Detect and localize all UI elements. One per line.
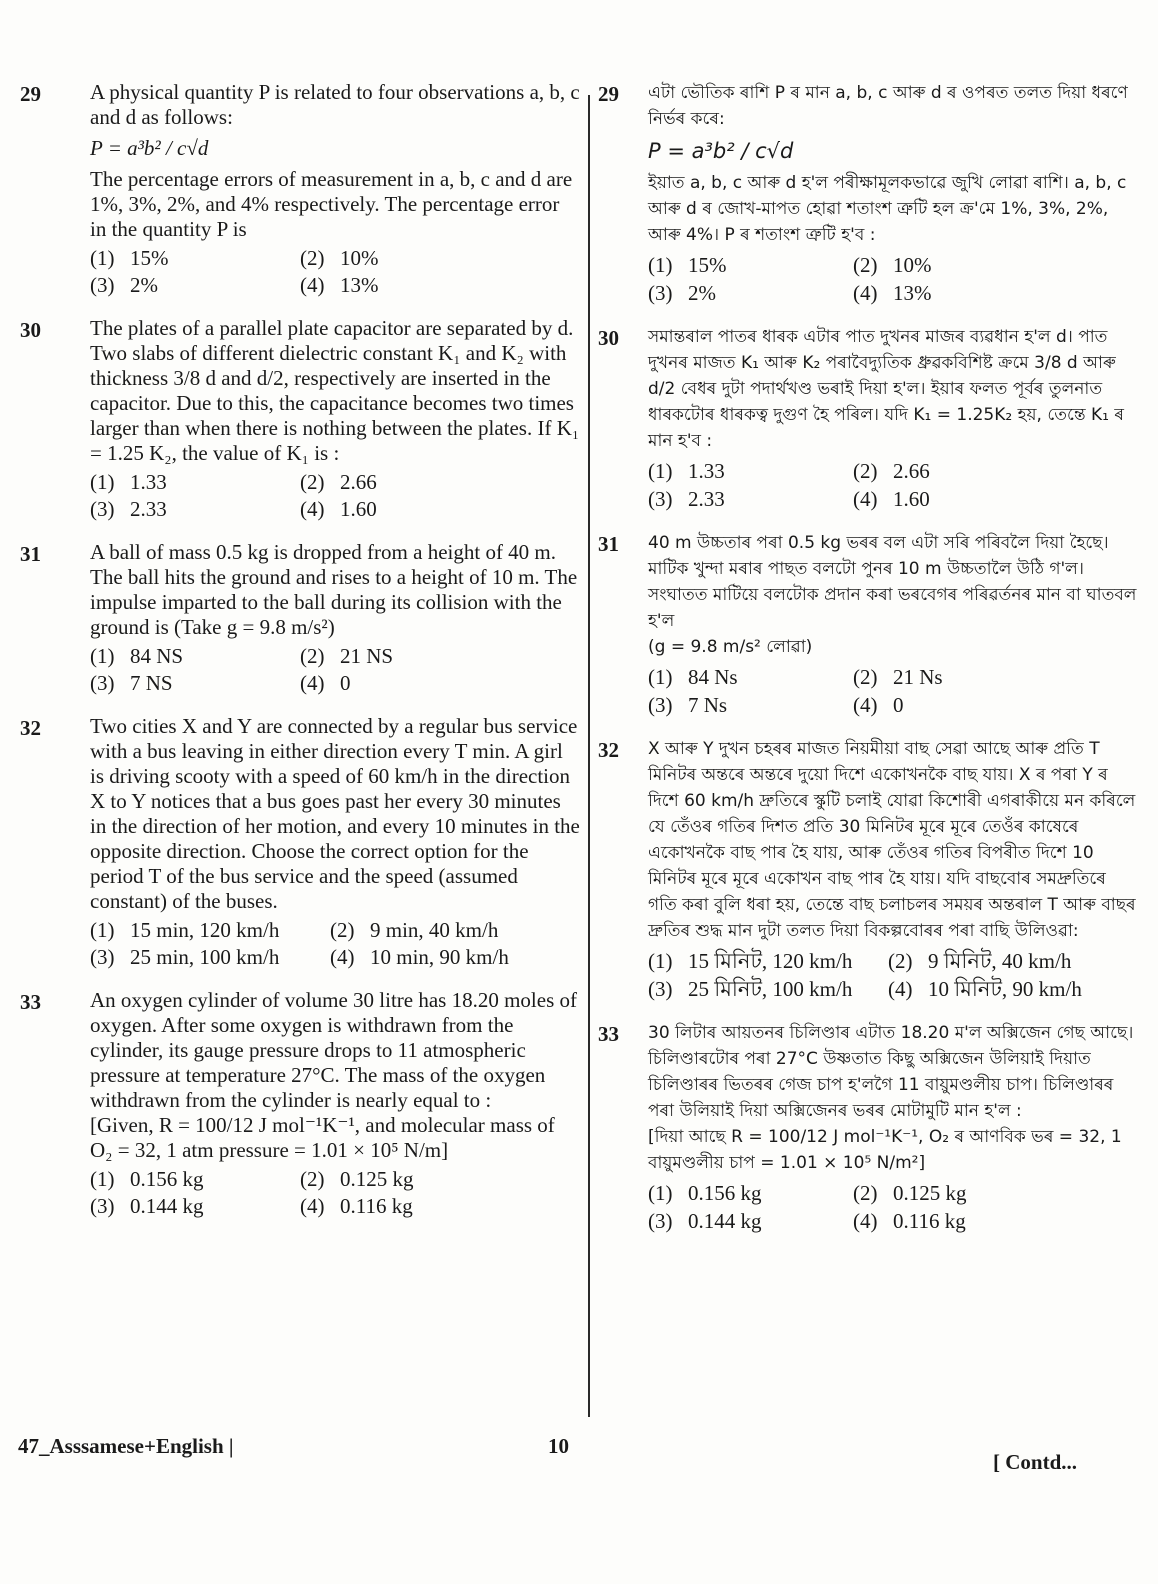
option-text: 0.144 kg: [688, 1209, 762, 1233]
question-30: [20, 316, 580, 522]
option-text: 1.60: [893, 487, 930, 511]
page-number: 10: [548, 1434, 569, 1458]
options: [90, 470, 580, 522]
option-number: (2): [330, 918, 355, 942]
option-text: 84 NS: [130, 644, 184, 668]
formula: P = a³b² / c√d: [648, 139, 794, 163]
option-number: (3): [648, 281, 673, 305]
option-number: (1): [648, 949, 673, 973]
option-3: [648, 1208, 853, 1234]
option-4: [853, 280, 1138, 306]
option-text: 2%: [130, 273, 158, 297]
option-1: [648, 458, 853, 484]
option-3: [90, 1194, 300, 1219]
question-text: সমান্তৰাল পাতৰ ধাৰক এটাৰ পাত দুখনৰ মাজৰ ব্যৱধান হ'ল d। পাত দুখনৰ মাজত K₁ আৰু K₂ পৰাবৈদ্যুতিক ধ্ৰুৱকবিশিষ্ট ক্ৰমে 3/8 d আৰু d/2 বেধৰ দুটা পদাৰ্থখণ্ড ভৰাই দিয়া হ'ল। ইয়াৰ ফলত পূৰ্বৰ তুলনাত ধাৰকটোৰ ধাৰকত্ব দুগুণ হৈ পৰিল। যদি K₁ = 1.25K₂ হয়, তেন্তে K₁ ৰ মান হ'ব :: [648, 327, 1124, 451]
option-3: [648, 976, 888, 1002]
question-body: [90, 988, 580, 1219]
option-number: (1): [90, 918, 115, 942]
option-number: (3): [90, 497, 115, 521]
option-1: [648, 252, 853, 278]
formula: P = a³b² / c√d: [90, 136, 209, 160]
question-text: The plates of a parallel plate capacitor are separated by d. Two slabs of different dielectric constant K₁ and K₂ with thickness 3/8 d and d/2, respectively are inserted in the capacitor. Due to this, the capacitance becomes two times larger than when there is nothing between the plates. If K₁ = 1.25 K₂, the value of K₁ is :: [90, 316, 580, 465]
option-number: (3): [648, 693, 673, 717]
option-1: [648, 948, 888, 974]
option-number: (4): [300, 1194, 325, 1218]
option-number: (3): [648, 487, 673, 511]
question-text: A physical quantity P is related to four observations a, b, c and d as follows:: [90, 80, 580, 129]
option-number: (3): [90, 945, 115, 969]
option-text: 10%: [340, 246, 379, 270]
option-text: 0.156 kg: [688, 1181, 762, 1205]
question-body: [648, 736, 1138, 1002]
question-text: এটা ভৌতিক ৰাশি P ৰ মান a, b, c আৰু d ৰ ওপৰত তলত দিয়া ধৰণে নিৰ্ভৰ কৰে:: [648, 83, 1128, 129]
option-3: [90, 671, 300, 696]
question-text: X আৰু Y দুখন চহৰৰ মাজত নিয়মীয়া বাছ সেৱা আছে আৰু প্ৰতি T মিনিটৰ অন্তৰে অন্তৰে দুয়ো দিশে একোখনকৈ বাছ যায়। X ৰ পৰা Y ৰ দিশে 60 km/h দ্ৰুতিৰে স্কুটি চলাই যোৱা কিশোৰী এগৰাকীয়ে মন কৰিলে যে তেঁওৰ গতিৰ দিশত প্ৰতি 30 মিনিটৰ মূৰে মূৰে তেওঁৰ কাষেৰে একোখনকৈ বাছ পাৰ হৈ যায়, আৰু তেঁওৰ গতিৰ বিপৰীত দিশে 10 মিনিটৰ মূৰে মূৰে একোখন বাছ পাৰ হৈ যায়। যদি বাছবোৰ সমদ্ৰুতিৰে গতি কৰা বুলি ধৰা হয়, তেন্তে বাছ চলাচলৰ সময়ৰ অন্তৰাল T আৰু বাছৰ দ্ৰুতিৰ শুদ্ধ মান দুটা তলত দিয়া বিকল্পবোৰৰ পৰা বাছি উলিওৱা:: [648, 739, 1136, 941]
option-2: [888, 948, 1138, 974]
option-2: [300, 644, 580, 669]
option-text: 21 Ns: [893, 665, 943, 689]
options: [90, 918, 580, 970]
option-2: [300, 470, 580, 495]
options: [648, 458, 1138, 512]
option-text: 15%: [130, 246, 169, 270]
option-number: (1): [648, 1181, 673, 1205]
option-2: [300, 246, 580, 271]
option-number: (3): [648, 1209, 673, 1233]
question-31: [20, 540, 580, 696]
option-number: (2): [300, 1167, 325, 1191]
option-number: (4): [300, 273, 325, 297]
question-body: [90, 316, 580, 522]
options: [648, 1180, 1138, 1234]
option-number: (2): [300, 246, 325, 270]
option-text: 7 NS: [130, 671, 173, 695]
option-number: (2): [888, 949, 913, 973]
option-4: [300, 1194, 580, 1219]
option-1: [90, 246, 300, 271]
question-text: ইয়াত a, b, c আৰু d হ'ল পৰীক্ষামূলকভাৱে জুখি লোৱা ৰাশি। a, b, c আৰু d ৰ জোখ-মাপত হোৱা শতাংশ ত্ৰুটি হল ক্ৰ'মে 1%, 3%, 2%, আৰু 4%। P ৰ শতাংশ ত্ৰুটি হ'ব :: [648, 173, 1127, 245]
question-text: An oxygen cylinder of volume 30 litre has 18.20 moles of oxygen. After some oxygen is withdrawn from the cylinder, its gauge pressure drops to 11 atmospheric pressure at temperature 27°C. The mass of the oxygen withdrawn from the cylinder is nearly equal to :: [90, 988, 577, 1112]
option-2: [330, 918, 580, 943]
option-1: [90, 470, 300, 495]
option-4: [300, 497, 580, 522]
option-number: (3): [90, 273, 115, 297]
option-number: (1): [90, 1167, 115, 1191]
question-body: [90, 714, 580, 970]
option-text: 84 Ns: [688, 665, 738, 689]
option-number: (2): [853, 459, 878, 483]
question-body: [648, 1020, 1138, 1234]
question-number: 29: [598, 82, 619, 106]
option-text: 0: [893, 693, 904, 717]
question-text: Two cities X and Y are connected by a regular bus service with a bus leaving in either direction every T min. A girl is driving scooty with a speed of 60 km/h in the direction X to Y notices that a bus goes past her every 30 minutes in the direction of her motion, and every 10 minutes in the opposite direction. Choose the correct option for the period T of the bus service and the speed (assumed constant) of the buses.: [90, 714, 580, 913]
option-text: 1.33: [130, 470, 167, 494]
question-number: 31: [20, 542, 41, 566]
question-29: [598, 80, 1138, 306]
question-number: 33: [598, 1022, 619, 1046]
question-body: [648, 324, 1138, 512]
question-number: 29: [20, 82, 41, 106]
question-number: 33: [20, 990, 41, 1014]
options: [648, 252, 1138, 306]
option-4: [853, 1208, 1138, 1234]
option-text: 0.144 kg: [130, 1194, 204, 1218]
option-text: 2.33: [130, 497, 167, 521]
option-text: 15%: [688, 253, 727, 277]
option-1: [648, 664, 853, 690]
assamese-column: [598, 80, 1138, 1252]
option-text: 9 মিনিট, 40 km/h: [928, 949, 1072, 973]
option-number: (4): [853, 1209, 878, 1233]
option-4: [853, 486, 1138, 512]
option-2: [853, 252, 1138, 278]
option-3: [648, 692, 853, 718]
question-33: [20, 988, 580, 1219]
option-text: 10%: [893, 253, 932, 277]
option-3: [648, 280, 853, 306]
option-number: (1): [648, 459, 673, 483]
option-1: [90, 644, 300, 669]
options: [90, 246, 580, 298]
option-number: (3): [648, 977, 673, 1001]
question-text: 40 m উচ্চতাৰ পৰা 0.5 kg ভৰৰ বল এটা সৰি পৰিবলৈ দিয়া হৈছে। মাটিক খুন্দা মৰাৰ পাছত বলটো পুনৰ 10 m উচ্চতালৈ উঠি গ'ল। সংঘাতত মাটিয়ে বলটোক প্ৰদান কৰা ভৰবেগৰ পৰিৱৰ্তনৰ মান বা ঘাতবল হ'ল: [648, 533, 1137, 631]
column-divider: [588, 95, 590, 1417]
option-number: (4): [330, 945, 355, 969]
option-number: (1): [90, 470, 115, 494]
question-text: 30 লিটাৰ আয়তনৰ চিলিণ্ডাৰ এটাত 18.20 ম'ল অক্সিজেন গেছ আছে। চিলিণ্ডাৰটোৰ পৰা 27°C উষ্ণতাত কিছু অক্সিজেন উলিয়াই দিয়াত চিলিণ্ডাৰৰ ভিতৰৰ গেজ চাপ হ'লগৈ 11 বায়ুমণ্ডলীয় চাপ। চিলিণ্ডাৰৰ পৰা উলিয়াই দিয়া অক্সিজেনৰ ভৰৰ মোটামুটি মান হ'ল :: [648, 1023, 1134, 1121]
option-text: 0.116 kg: [340, 1194, 413, 1218]
question-31: [598, 530, 1138, 718]
option-4: [853, 692, 1138, 718]
question-number: 30: [20, 318, 41, 342]
question-body: [648, 80, 1138, 306]
option-number: (2): [853, 665, 878, 689]
option-text: 0.156 kg: [130, 1167, 204, 1191]
option-number: (4): [853, 693, 878, 717]
option-number: (4): [853, 487, 878, 511]
option-number: (3): [90, 671, 115, 695]
option-number: (2): [300, 470, 325, 494]
option-number: (2): [300, 644, 325, 668]
question-text: (g = 9.8 m/s² লোৱা): [648, 637, 813, 657]
option-2: [853, 664, 1138, 690]
question-30: [598, 324, 1138, 512]
question-number: 30: [598, 326, 619, 350]
option-text: 1.60: [340, 497, 377, 521]
option-text: 0: [340, 671, 351, 695]
option-text: 25 min, 100 km/h: [130, 945, 280, 969]
option-text: 9 min, 40 km/h: [370, 918, 499, 942]
continued-label: [ Contd...: [993, 1450, 1078, 1474]
options: [90, 644, 580, 696]
question-29: [20, 80, 580, 298]
options: [648, 664, 1138, 718]
question-number: 32: [598, 738, 619, 762]
option-text: 0.125 kg: [340, 1167, 414, 1191]
option-text: 2.33: [688, 487, 725, 511]
option-text: 15 মিনিট, 120 km/h: [688, 949, 853, 973]
option-number: (1): [90, 644, 115, 668]
option-number: (4): [853, 281, 878, 305]
option-3: [90, 945, 330, 970]
question-body: [90, 80, 580, 298]
option-4: [888, 976, 1138, 1002]
option-text: 10 min, 90 km/h: [370, 945, 509, 969]
question-body: [648, 530, 1138, 718]
option-number: (2): [853, 1181, 878, 1205]
options: [648, 948, 1138, 1002]
option-number: (1): [648, 253, 673, 277]
option-text: 7 Ns: [688, 693, 728, 717]
option-3: [90, 497, 300, 522]
option-text: 2.66: [893, 459, 930, 483]
english-column: [20, 80, 580, 1237]
option-4: [330, 945, 580, 970]
question-33: [598, 1020, 1138, 1234]
option-text: 15 min, 120 km/h: [130, 918, 280, 942]
option-3: [648, 486, 853, 512]
option-1: [90, 1167, 300, 1192]
option-1: [90, 918, 330, 943]
question-text: The percentage errors of measurement in a, b, c and d are 1%, 3%, 2%, and 4% respectively. The percentage error in the quantity P is: [90, 167, 573, 241]
question-text: [দিয়া আছে R = 100/12 J mol⁻¹K⁻¹, O₂ ৰ আণবিক ভৰ = 32, 1 বায়ুমণ্ডলীয় চাপ = 1.01 × 10⁵ N/m²]: [648, 1127, 1122, 1173]
option-text: 25 মিনিট, 100 km/h: [688, 977, 853, 1001]
option-text: 0.125 kg: [893, 1181, 967, 1205]
question-number: 31: [598, 532, 619, 556]
option-text: 13%: [893, 281, 932, 305]
option-number: (4): [300, 671, 325, 695]
option-text: 21 NS: [340, 644, 394, 668]
option-4: [300, 273, 580, 298]
question-32: [20, 714, 580, 970]
option-2: [300, 1167, 580, 1192]
option-number: (4): [888, 977, 913, 1001]
option-4: [300, 671, 580, 696]
option-1: [648, 1180, 853, 1206]
option-number: (1): [648, 665, 673, 689]
option-text: 0.116 kg: [893, 1209, 966, 1233]
paper-code: 47_Asssamese+English |: [18, 1434, 234, 1458]
question-body: [90, 540, 580, 696]
option-number: (4): [300, 497, 325, 521]
option-2: [853, 1180, 1138, 1206]
option-3: [90, 273, 300, 298]
option-text: 1.33: [688, 459, 725, 483]
option-number: (1): [90, 246, 115, 270]
option-text: 13%: [340, 273, 379, 297]
option-text: 2.66: [340, 470, 377, 494]
option-text: 2%: [688, 281, 716, 305]
question-number: 32: [20, 716, 41, 740]
option-number: (3): [90, 1194, 115, 1218]
question-32: [598, 736, 1138, 1002]
options: [90, 1167, 580, 1219]
option-text: 10 মিনিট, 90 km/h: [928, 977, 1082, 1001]
question-text: [Given, R = 100/12 J mol⁻¹K⁻¹, and molecular mass of O₂ = 32, 1 atm pressure = 1.01 × 10⁵ N/m]: [90, 1113, 555, 1162]
option-2: [853, 458, 1138, 484]
question-text: A ball of mass 0.5 kg is dropped from a height of 40 m. The ball hits the ground and rises to a height of 10 m. The impulse imparted to the ball during its collision with the ground is (Take g = 9.8 m/s²): [90, 540, 578, 639]
option-number: (2): [853, 253, 878, 277]
